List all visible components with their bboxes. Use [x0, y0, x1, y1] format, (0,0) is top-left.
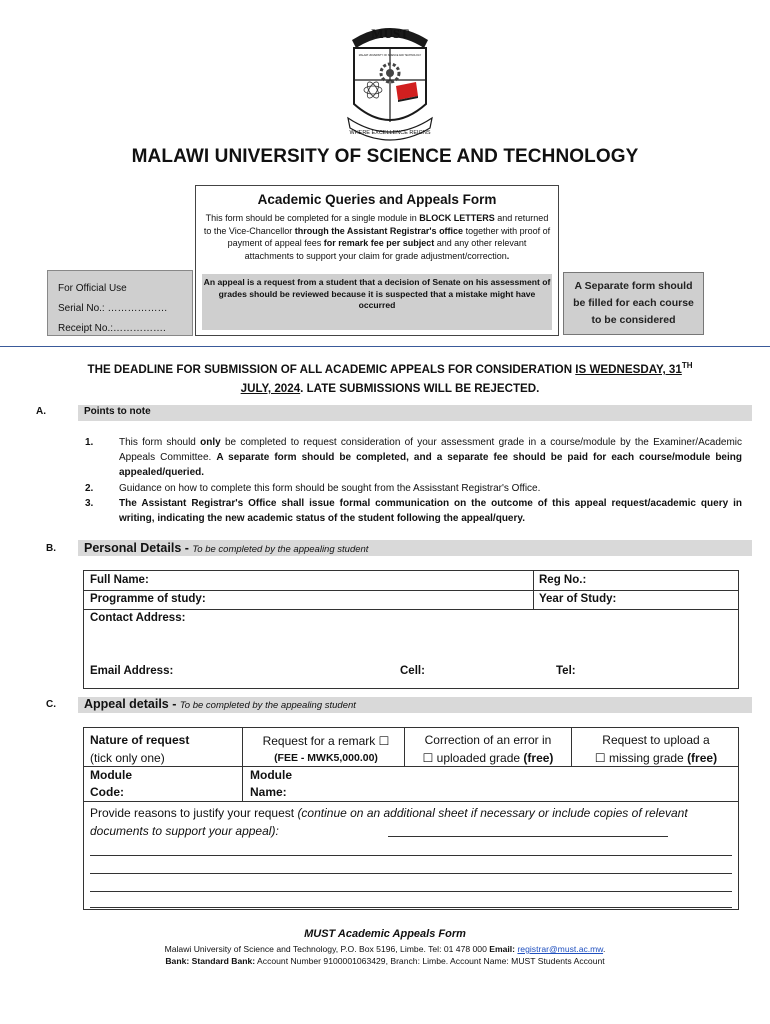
appeal-definition-note: An appeal is a request from a student that a decision of Senate on his assessment of grades should be reviewed because it is suspected that a mistake might have occurred [202, 274, 552, 330]
section-b-title: Personal Details - To be completed by the appealing student [84, 541, 369, 555]
remark-option[interactable]: Request for a remark ☐ (FEE - MWK5,000.00) [262, 734, 390, 764]
points-to-note-list [82, 435, 742, 526]
nature-of-request-label: Nature of request (tick only one) [90, 733, 190, 765]
logo-top-text: MUST [371, 26, 409, 41]
year-of-study-field[interactable]: Year of Study: [539, 593, 617, 605]
official-use-title: For Official Use [58, 283, 127, 294]
section-a-letter: A. [36, 406, 46, 417]
tel-field[interactable]: Tel: [556, 665, 576, 677]
section-b-letter: B. [46, 543, 56, 554]
contact-address-field[interactable]: Contact Address: [90, 612, 186, 624]
appeal-details-table [83, 727, 739, 910]
reasons-prompt: Provide reasons to justify your request (continue on an additional sheet if necessary or include copies of relevant documents to support your appeal): [90, 806, 688, 838]
list-item: 3. The Assistant Registrar's Office shall issue formal communication on the outcome of this appeal request/academic query in writing, indicating the new academic status of the student following the appeal/query. [85, 497, 742, 525]
reason-line[interactable] [90, 907, 732, 908]
reason-line[interactable] [90, 891, 732, 892]
separate-form-line: to be considered [591, 314, 676, 326]
section-a-title: Points to note [84, 406, 151, 417]
section-a-bar [78, 405, 752, 421]
section-c-letter: C. [46, 699, 56, 710]
header-divider [0, 346, 770, 347]
module-name-field[interactable]: Module Name: [250, 768, 292, 799]
full-name-field[interactable]: Full Name: [90, 574, 149, 586]
official-use-box [47, 270, 193, 336]
missing-grade-option[interactable]: Request to upload a ☐ missing grade (free) [594, 733, 718, 765]
list-item: 2. Guidance on how to complete this form should be sought from the Assisstant Registrar's Office. [85, 482, 541, 494]
serial-number-field: Serial No.: ……………… [58, 303, 168, 314]
footer-address: Malawi University of Science and Technology, P.O. Box 5196, Limbe. Tel: 01 478 000 Email: registrar@must.ac.mw. [164, 944, 606, 954]
logo-motto: WHERE EXCELLENCE REIGNS [349, 130, 431, 136]
correction-option[interactable]: Correction of an error in ☐ uploaded grade (free) [422, 733, 554, 765]
university-title: MALAWI UNIVERSITY OF SCIENCE AND TECHNOLOGY [131, 146, 639, 167]
form-instructions: This form should be completed for a single module in BLOCK LETTERS and returned to the Vice-Chancellor through the Assistant Registrar's office together with proof of payment of appeal fees for remark fee per subject and any other relevant attachments to support your claim for grade adjustment/correction. [203, 213, 551, 261]
personal-details-table [83, 570, 739, 689]
cell-field[interactable]: Cell: [400, 665, 425, 677]
reason-line[interactable] [90, 855, 732, 856]
footer-bank: Bank: Standard Bank: Account Number 9100001063429, Branch: Limbe. Account Name: MUST Students Account [165, 956, 605, 966]
form-header-box [195, 185, 559, 336]
module-code-field[interactable]: Module Code: [90, 768, 132, 799]
deadline-notice: THE DEADLINE FOR SUBMISSION OF ALL ACADEMIC APPEALS FOR CONSIDERATION IS WEDNESDAY, 31TH JULY, 2024. LATE SUBMISSIONS WILL BE REJECTED. [87, 361, 693, 395]
separate-form-line: A Separate form should [574, 280, 693, 292]
email-address-field[interactable]: Email Address: [90, 665, 174, 677]
section-c-title: Appeal details - To be completed by the appealing student [84, 697, 356, 711]
separate-form-note [563, 272, 704, 335]
reg-no-field[interactable]: Reg No.: [539, 574, 587, 586]
must-logo [340, 18, 440, 143]
reason-line[interactable] [90, 873, 732, 874]
logo-ring-text: MALAWI UNIVERSITY OF SCIENCE AND TECHNOLOGY [358, 54, 422, 57]
programme-field[interactable]: Programme of study: [90, 593, 206, 605]
separate-form-line: be filled for each course [573, 297, 694, 309]
reason-line[interactable] [388, 836, 668, 837]
receipt-number-field: Receipt No.:……………. [58, 323, 166, 334]
list-item: 1. This form should only be completed to request consideration of your assessment grade in a course/module by the Examiner/Academic Appeals Committee. A separate form should be completed, and a separate fee should be paid for each course/module being appealed/queried. [85, 437, 742, 479]
form-title: Academic Queries and Appeals Form [257, 192, 497, 207]
email-link[interactable]: registrar@must.ac.mw [517, 944, 604, 954]
footer-title: MUST Academic Appeals Form [304, 928, 466, 940]
